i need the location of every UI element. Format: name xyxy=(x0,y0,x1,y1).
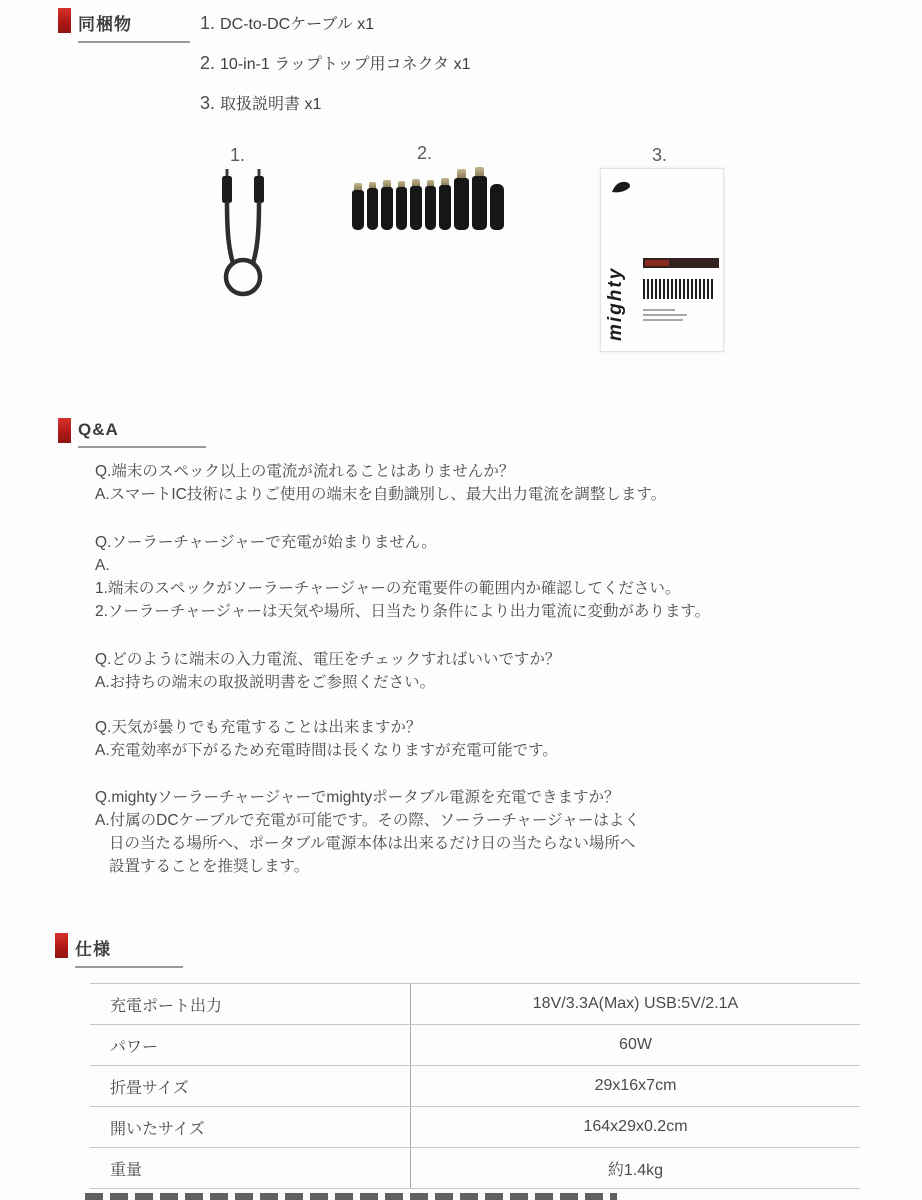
qa-answer: 2.ソーラーチャージャーは天気や場所、日当たり条件により出力電流に変動があります。 xyxy=(95,603,711,620)
booklet-text-line xyxy=(643,314,687,316)
cropped-text-strip xyxy=(85,1193,617,1200)
qa-item xyxy=(95,460,885,506)
booklet-text-line xyxy=(643,319,683,321)
spec-section-title: 仕様 xyxy=(75,933,183,968)
connector-tips-image xyxy=(352,170,512,230)
spec-row-value: 60W xyxy=(619,1036,652,1053)
spec-row-label: 充電ポート出力 xyxy=(90,984,411,1024)
brand-logo-icon xyxy=(610,180,632,196)
table-row xyxy=(90,1106,860,1147)
connector-tip xyxy=(490,184,504,230)
spec-row-label: 開いたサイズ xyxy=(90,1107,411,1147)
list-item-label: 取扱説明書 x1 xyxy=(220,96,322,113)
red-section-marker xyxy=(55,933,68,958)
connector-tip xyxy=(352,183,364,230)
qa-answer: 1.端末のスペックがソーラーチャージャーの充電要件の範囲内か確認してください。 xyxy=(95,580,681,597)
qa-answer: 日の当たる場所へ、ポータブル電源本体は出来るだけ日の当たらない場所へ xyxy=(109,835,636,852)
spec-row-value: 164x29x0.2cm xyxy=(583,1118,688,1135)
table-row xyxy=(90,1024,860,1065)
booklet-text-line xyxy=(643,309,675,311)
spec-row-value: 29x16x7cm xyxy=(594,1077,677,1094)
list-item xyxy=(200,84,471,124)
qa-item xyxy=(95,531,885,623)
barcode xyxy=(643,279,713,299)
spec-row-label: 折畳サイズ xyxy=(90,1066,411,1106)
red-section-marker xyxy=(58,8,71,33)
qa-answer: A.付属のDCケーブルで充電が可能です。その際、ソーラーチャージャーはよく xyxy=(95,812,640,829)
brand-name-vertical: mighty xyxy=(605,266,626,341)
manual-booklet-image xyxy=(600,168,724,352)
qa-question: Q.どのように端末の入力電流、電圧をチェックすればいいですか？ xyxy=(95,651,561,668)
qa-item xyxy=(95,786,885,878)
qa-question: Q.ソーラーチャージャーで充電が始まりません。 xyxy=(95,534,437,551)
qa-answer: A.お持ちの端末の取扱説明書をご参照ください。 xyxy=(95,674,436,691)
figure-label-1: 1. xyxy=(230,145,246,165)
spec-row-value: 18V/3.3A(Max) USB:5V/2.1A xyxy=(532,995,739,1012)
list-item-label: DC-to-DCケーブル x1 xyxy=(220,16,375,33)
qa-answer: A.スマートIC技術によりご使用の端末を自動識別し、最大出力電流を調整します。 xyxy=(95,486,667,503)
figure-label-3: 3. xyxy=(652,145,668,165)
list-item xyxy=(200,44,471,84)
connector-tip xyxy=(381,180,393,230)
connector-tip xyxy=(439,178,451,230)
connector-tip xyxy=(410,179,422,230)
list-item xyxy=(200,4,471,44)
list-item-number: 2. xyxy=(200,53,216,73)
booklet-title-bar xyxy=(643,258,719,268)
qa-answer: A.充電効率が下がるため充電時間は長くなりますが充電可能です。 xyxy=(95,742,558,759)
qa-section-title: Q&A xyxy=(78,418,206,448)
connector-tip xyxy=(396,181,407,230)
qa-item xyxy=(95,648,885,694)
spec-table xyxy=(90,983,860,1189)
table-row xyxy=(90,983,860,1024)
figure-label-2: 2. xyxy=(417,143,433,163)
included-section-header xyxy=(58,8,190,43)
spec-row-label: パワー xyxy=(90,1025,411,1065)
list-item-number: 1. xyxy=(200,13,216,33)
qa-question: Q.端末のスペック以上の電流が流れることはありませんか？ xyxy=(95,463,515,480)
qa-answer: 設置することを推奨します。 xyxy=(109,858,310,875)
spec-row-label: 重量 xyxy=(90,1148,411,1188)
list-item-label: 10-in-1 ラップトップ用コネクタ x1 xyxy=(220,56,471,73)
connector-tip xyxy=(454,169,469,230)
table-row xyxy=(90,1147,860,1189)
qa-question: Q.mightyソーラーチャージャーでmightyポータブル電源を充電できますか？ xyxy=(95,789,620,806)
qa-answer: A. xyxy=(95,557,110,574)
spec-section-header xyxy=(55,933,183,968)
included-section-title: 同梱物 xyxy=(78,8,190,43)
included-items-list xyxy=(200,4,471,124)
connector-tip xyxy=(425,180,436,230)
qa-section-header xyxy=(58,418,206,448)
dc-cable-image xyxy=(203,166,283,321)
connector-tip xyxy=(472,167,487,230)
spec-row-value: 約1.4kg xyxy=(607,1161,664,1179)
table-row xyxy=(90,1065,860,1106)
qa-question: Q.天気が曇りでも充電することは出来ますか？ xyxy=(95,719,422,736)
connector-tip xyxy=(367,182,378,230)
red-section-marker xyxy=(58,418,71,443)
list-item-number: 3. xyxy=(200,93,216,113)
qa-item xyxy=(95,716,885,762)
dc-cable-drawing xyxy=(203,166,283,316)
